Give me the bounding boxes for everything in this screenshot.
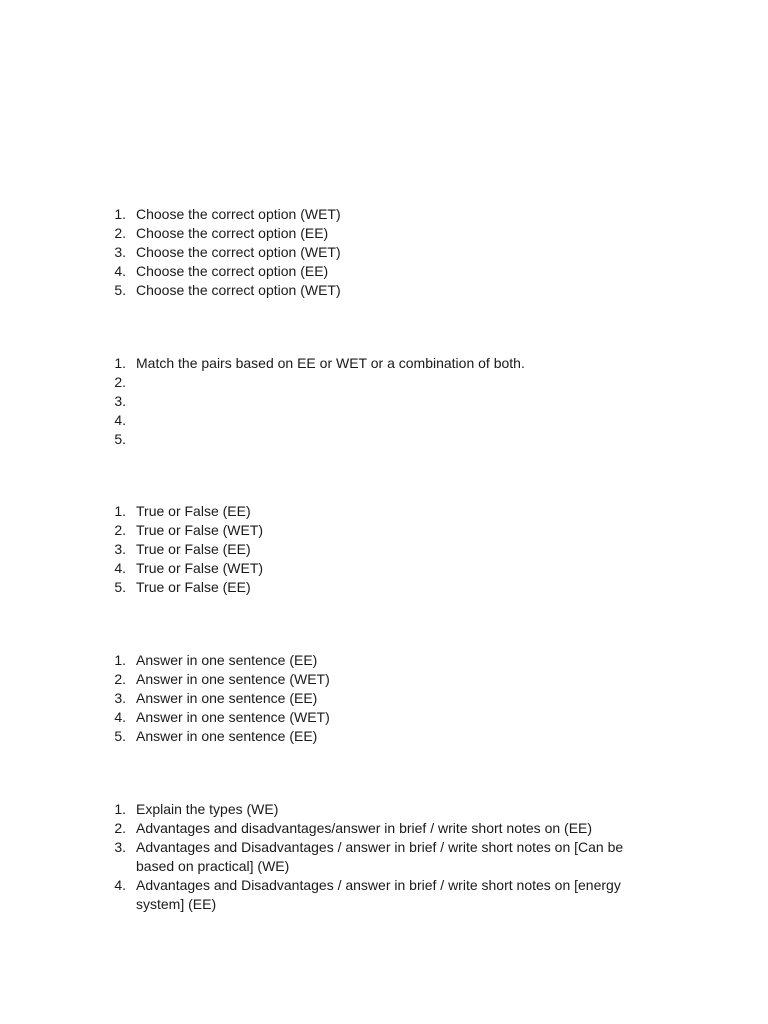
item-text: Explain the types (WE) bbox=[136, 801, 279, 817]
item-number: 4. bbox=[114, 263, 126, 279]
item-text: Choose the correct option (EE) bbox=[136, 263, 329, 279]
list-item bbox=[108, 800, 648, 819]
item-number: 2. bbox=[114, 374, 126, 390]
item-number: 2. bbox=[114, 820, 126, 836]
item-text: True or False (EE) bbox=[136, 503, 251, 519]
item-text: Choose the correct option (WET) bbox=[136, 244, 341, 260]
item-text: Advantages and Disadvantages / answer in brief / write short notes on [energy system] (EE) bbox=[136, 877, 621, 912]
answer-in-one-sentence-list bbox=[108, 651, 648, 746]
item-text: Match the pairs based on EE or WET or a combination of both. bbox=[136, 355, 525, 371]
item-text: Choose the correct option (WET) bbox=[136, 282, 341, 298]
choose-correct-option-list bbox=[108, 205, 648, 300]
list-item bbox=[108, 708, 648, 727]
list-item bbox=[108, 411, 648, 430]
item-number: 3. bbox=[114, 244, 126, 260]
item-number: 5. bbox=[114, 431, 126, 447]
item-text: True or False (EE) bbox=[136, 579, 251, 595]
item-number: 2. bbox=[114, 671, 126, 687]
list-item bbox=[108, 559, 648, 578]
list-item bbox=[108, 876, 648, 914]
true-or-false-list bbox=[108, 502, 648, 597]
item-number: 1. bbox=[114, 801, 126, 817]
list-item bbox=[108, 651, 648, 670]
item-text: Answer in one sentence (EE) bbox=[136, 690, 318, 706]
long-answer-list bbox=[108, 800, 648, 914]
item-text: True or False (EE) bbox=[136, 541, 251, 557]
list-item bbox=[108, 262, 648, 281]
item-number: 1. bbox=[114, 652, 126, 668]
list-item bbox=[108, 521, 648, 540]
list-item bbox=[108, 670, 648, 689]
item-number: 3. bbox=[114, 690, 126, 706]
item-number: 4. bbox=[114, 709, 126, 725]
list-item bbox=[108, 243, 648, 262]
item-text: Advantages and Disadvantages / answer in brief / write short notes on [Can be based on practical] (WE) bbox=[136, 839, 624, 874]
list-item bbox=[108, 281, 648, 300]
list-item bbox=[108, 540, 648, 559]
list-item bbox=[108, 819, 648, 838]
item-number: 3. bbox=[114, 541, 126, 557]
item-text: True or False (WET) bbox=[136, 560, 264, 576]
item-number: 2. bbox=[114, 225, 126, 241]
item-number: 3. bbox=[114, 393, 126, 409]
item-text: Answer in one sentence (EE) bbox=[136, 652, 318, 668]
list-item bbox=[108, 502, 648, 521]
item-number: 1. bbox=[114, 206, 126, 222]
list-item bbox=[108, 224, 648, 243]
item-number: 1. bbox=[114, 355, 126, 371]
item-text: True or False (WET) bbox=[136, 522, 264, 538]
item-number: 5. bbox=[114, 579, 126, 595]
item-number: 4. bbox=[114, 412, 126, 428]
list-item bbox=[108, 838, 648, 876]
list-item bbox=[108, 430, 648, 449]
list-item bbox=[108, 205, 648, 224]
list-item bbox=[108, 354, 648, 373]
item-number: 5. bbox=[114, 728, 126, 744]
list-item bbox=[108, 392, 648, 411]
item-text: Choose the correct option (WET) bbox=[136, 206, 341, 222]
item-number: 3. bbox=[114, 839, 126, 855]
list-item bbox=[108, 373, 648, 392]
item-number: 4. bbox=[114, 877, 126, 893]
item-text: Answer in one sentence (EE) bbox=[136, 728, 318, 744]
list-item bbox=[108, 578, 648, 597]
match-pairs-list bbox=[108, 354, 648, 449]
item-number: 5. bbox=[114, 282, 126, 298]
item-text: Choose the correct option (EE) bbox=[136, 225, 329, 241]
item-number: 1. bbox=[114, 503, 126, 519]
list-item bbox=[108, 689, 648, 708]
item-number: 4. bbox=[114, 560, 126, 576]
item-text: Answer in one sentence (WET) bbox=[136, 709, 330, 725]
item-text: Advantages and disadvantages/answer in brief / write short notes on (EE) bbox=[136, 820, 593, 836]
item-number: 2. bbox=[114, 522, 126, 538]
item-text: Answer in one sentence (WET) bbox=[136, 671, 330, 687]
list-item bbox=[108, 727, 648, 746]
